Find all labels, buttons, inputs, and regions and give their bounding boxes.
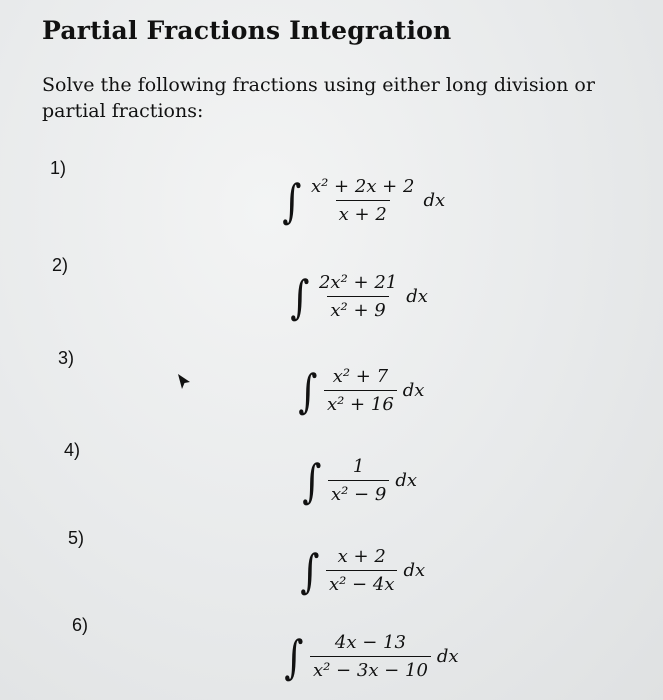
numerator: 2x² + 21	[318, 272, 398, 293]
numerator: x² + 7	[332, 366, 389, 387]
integral-expression	[298, 543, 426, 598]
integral-sign: ∫	[284, 629, 304, 684]
integral-expression	[296, 363, 425, 418]
differential: dx	[395, 470, 418, 491]
problem-number: 3)	[58, 348, 75, 368]
numerator: x² + 2x + 2	[310, 176, 415, 197]
integral-sign: ∫	[300, 543, 320, 598]
differential: dx	[436, 646, 459, 667]
fraction	[326, 546, 398, 595]
denominator: x² − 9	[328, 480, 389, 505]
integral-sign: ∫	[298, 363, 318, 418]
integral-expression	[300, 453, 418, 508]
differential: dx	[406, 286, 428, 307]
page-title: Partial Fractions Integration	[42, 16, 452, 45]
fraction	[324, 366, 397, 415]
differential: dx	[423, 190, 446, 211]
integral-expression	[280, 173, 446, 228]
problem-number: 1)	[50, 158, 67, 178]
numerator: 4x − 13	[334, 632, 406, 653]
fraction	[328, 456, 389, 505]
denominator: x² − 4x	[326, 570, 398, 595]
problem-number: 2)	[52, 255, 69, 275]
denominator: x² + 16	[324, 390, 397, 415]
fraction	[310, 632, 431, 681]
numerator: x + 2	[337, 546, 386, 567]
denominator: x + 2	[336, 200, 390, 225]
fraction	[316, 272, 400, 321]
differential: dx	[402, 380, 425, 401]
integral-sign: ∫	[290, 269, 310, 324]
integral-expression	[288, 269, 428, 324]
fraction	[308, 176, 417, 225]
numerator: 1	[352, 456, 365, 477]
denominator: x² − 3x − 10	[310, 656, 431, 681]
problem-number: 4)	[64, 440, 81, 460]
differential: dx	[403, 560, 426, 581]
problem-number: 6)	[72, 615, 89, 635]
instructions-text: Solve the following fractions using either long division or partial fractions:	[42, 74, 595, 122]
integral-expression	[282, 629, 459, 684]
integral-sign: ∫	[302, 453, 322, 508]
integral-sign: ∫	[282, 173, 302, 228]
mouse-pointer-icon	[176, 372, 194, 392]
problem-number: 5)	[68, 528, 85, 548]
denominator: x² + 9	[327, 296, 388, 321]
